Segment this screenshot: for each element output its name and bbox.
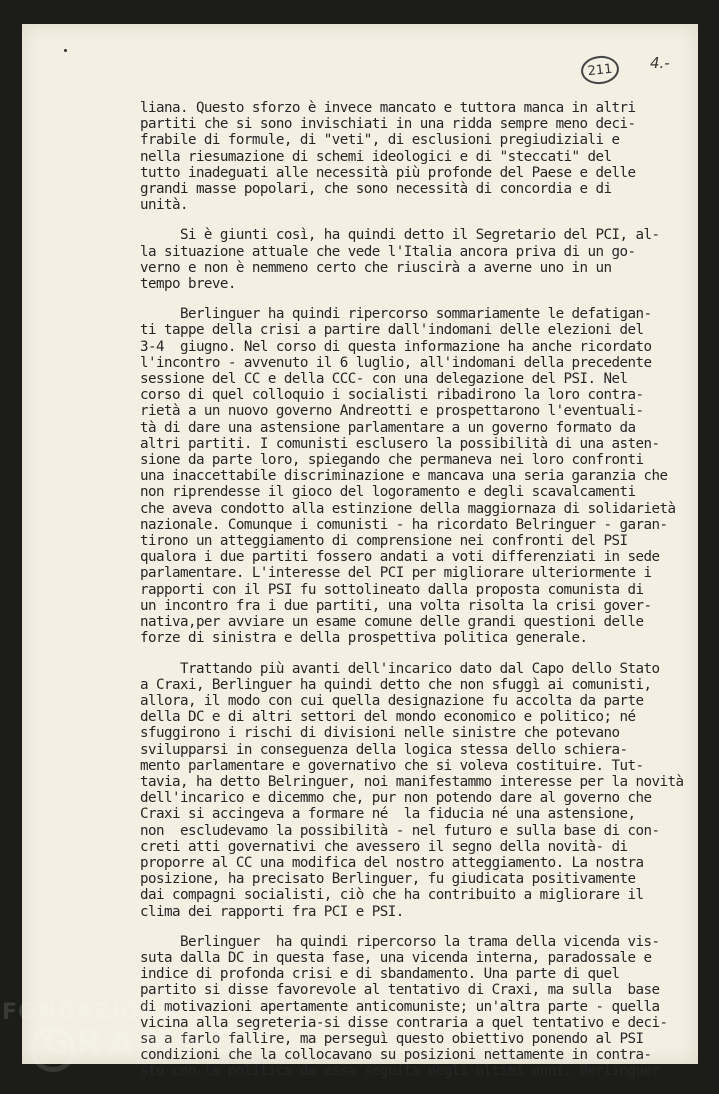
handwritten-page-number: 4.- xyxy=(650,54,670,72)
text-line: Berlinguer ha quindi ripercorso la trama della vicenda vis- xyxy=(140,933,660,950)
text-line: vicina alla segreteria-si disse contraria a quel tentativo e deci- xyxy=(140,1014,668,1031)
text-line: sione da parte loro, spiegando che permaneva nei loro confronti xyxy=(140,452,644,469)
text-line: grandi masse popolari, che sono necessità di concordia e di xyxy=(140,181,612,198)
text-line: corso di quel colloquio i socialisti ribadirono la loro contra- xyxy=(140,387,644,404)
text-line: rapporti con il PSI fu sottolineato dalla proposta comunista di xyxy=(140,581,644,598)
text-line: frabile di formule, di "veti", di esclusioni pregiudiziali e xyxy=(140,132,620,149)
text-line: sa a farlo fallire, ma perseguì questo obiettivo ponendo al PSI xyxy=(140,1030,644,1047)
text-line: l'incontro - avvenuto il 6 luglio, all'indomani della precedente xyxy=(140,354,652,371)
ink-dot xyxy=(64,49,67,52)
text-line: non riprendesse il gioco del logoramento e degli scavalcamenti xyxy=(140,484,636,501)
paragraph xyxy=(140,227,700,292)
text-line: qualora i due partiti fossero andati a voti differenziati in sede xyxy=(140,549,660,566)
text-line: non escludevamo la possibilità - nel futuro e sulla base di con- xyxy=(140,822,660,839)
text-line: a Craxi, Berlinguer ha quindi detto che non sfuggì ai comunisti, xyxy=(140,676,652,693)
text-line: proporre al CC una modifica del nostro atteggiamento. La nostra xyxy=(140,854,644,871)
text-line: liana. Questo sforzo è invece mancato e tuttora manca in altri xyxy=(140,100,636,116)
text-line: svilupparsi in conseguenza della logica stessa dello schiera- xyxy=(140,741,628,758)
watermark-logo-icon xyxy=(30,1026,76,1072)
text-line: tirono un atteggiamento di comprensione nei confronti del PSI xyxy=(140,533,628,550)
text-line: della DC e di altri settori del mondo economico e politico; né xyxy=(140,709,636,726)
text-line: partiti che si sono invischiati in una ridda sempre meno deci- xyxy=(140,116,636,133)
text-line: tutto inadeguati alle necessità più profonde del Paese e delle xyxy=(140,164,636,181)
text-line: nativa,per avviare un esame comune delle grandi questioni delle xyxy=(140,614,644,631)
text-line: Berlinguer ha quindi ripercorso sommariamente le defatigan- xyxy=(140,306,652,323)
text-line: che aveva condotto alla estinzione della maggiornaza di solidarietà xyxy=(140,500,676,517)
text-line: suta dalla DC in questa fase, una vicenda interna, paradossale e xyxy=(140,949,652,966)
archive-page-stamp: 211 xyxy=(580,54,621,86)
text-line: di motivazioni apertamente anticomuniste; un'altra parte - quella xyxy=(140,998,660,1015)
text-line: allora, il modo con cui quella designazione fu accolta da parte xyxy=(140,692,644,709)
text-line: tà di dare una astensione parlamentare a un governo formato da xyxy=(140,419,636,436)
text-line: sto con la politica da essa seguita negli ultimi anni. Berlinguer xyxy=(140,1063,660,1080)
text-line: tavia, ha detto Belringuer, noi manifestammo interesse per la novità xyxy=(140,773,684,790)
text-line: rietà a un nuovo governo Andreotti e prospettarono l'eventuali- xyxy=(140,403,644,420)
text-line: Craxi si accingeva a formare né la fiducia né una astensione, xyxy=(140,806,636,823)
text-line: la situazione attuale che vede l'Italia ancora priva di un go- xyxy=(140,243,636,260)
watermark-line-1: FONDAZIONE xyxy=(2,1000,176,1025)
text-line: indice di profonda crisi e di sbandamento. Una parte di quel xyxy=(140,966,620,983)
text-line: tempo breve. xyxy=(140,276,236,293)
text-line: altri partiti. I comunisti esclusero la possibilità di una asten- xyxy=(140,435,660,452)
text-line: nella riesumazione di schemi ideologici e di "steccati" del xyxy=(140,148,612,165)
text-line: dai compagni socialisti, ciò che ha contribuito a migliorare il xyxy=(140,887,644,904)
text-line: ti tappe della crisi a partire dall'indomani delle elezioni del xyxy=(140,322,644,339)
text-line: un incontro fra i due partiti, una volta risolta la crisi gover- xyxy=(140,597,652,614)
text-line: dell'incarico e dicemmo che, pur non potendo dare al governo che xyxy=(140,790,652,807)
document-page xyxy=(22,24,698,1080)
text-line: 3-4 giugno. Nel corso di questa informazione ha anche ricordato xyxy=(140,338,652,355)
text-line: condizioni che la collocavano su posizioni nettamente in contra- xyxy=(140,1047,652,1064)
text-line: forze di sinistra e della prospettiva politica generale. xyxy=(140,630,588,647)
paragraph xyxy=(140,306,700,646)
archive-watermark xyxy=(2,1000,260,1063)
text-line: Si è giunti così, ha quindi detto il Segretario del PCI, al- xyxy=(140,227,660,244)
text-line: sessione del CC e della CCC- con una delegazione del PSI. Nel xyxy=(140,371,628,388)
text-line: Trattando più avanti dell'incarico dato dal Capo dello Stato xyxy=(140,660,660,677)
text-line: sfuggirono i rischi di divisioni nelle sinistre che potevano xyxy=(140,725,620,742)
text-line: partito si disse favorevole al tentativo di Craxi, ma sulla base xyxy=(140,982,660,999)
text-line: unità. xyxy=(140,197,188,214)
text-line: clima dei rapporti fra PCI e PSI. xyxy=(140,903,404,920)
text-line: verno e non è nemmeno certo che riuscirà a averne uno in un xyxy=(140,259,612,276)
text-line: posizione, ha precisato Berlinguer, fu giudicata positivamente xyxy=(140,871,636,888)
text-line: nazionale. Comunque i comunisti - ha ricordato Belringuer - garan- xyxy=(140,516,668,533)
text-line: una inaccettabile discriminazione e mancava una seria garanzia che xyxy=(140,468,668,485)
text-line: mento parlamentare e governativo che si voleva costituire. Tut- xyxy=(140,757,644,774)
paragraph xyxy=(140,100,700,213)
paragraph xyxy=(140,661,700,920)
watermark-line-2: GRAMSCI xyxy=(42,1023,261,1063)
text-line: creti atti governativi che avessero il segno della novità- di xyxy=(140,838,628,855)
typewritten-body xyxy=(140,100,700,1094)
text-line: parlamentare. L'interesse del PCI per migliorare ulteriormente i xyxy=(140,565,652,582)
